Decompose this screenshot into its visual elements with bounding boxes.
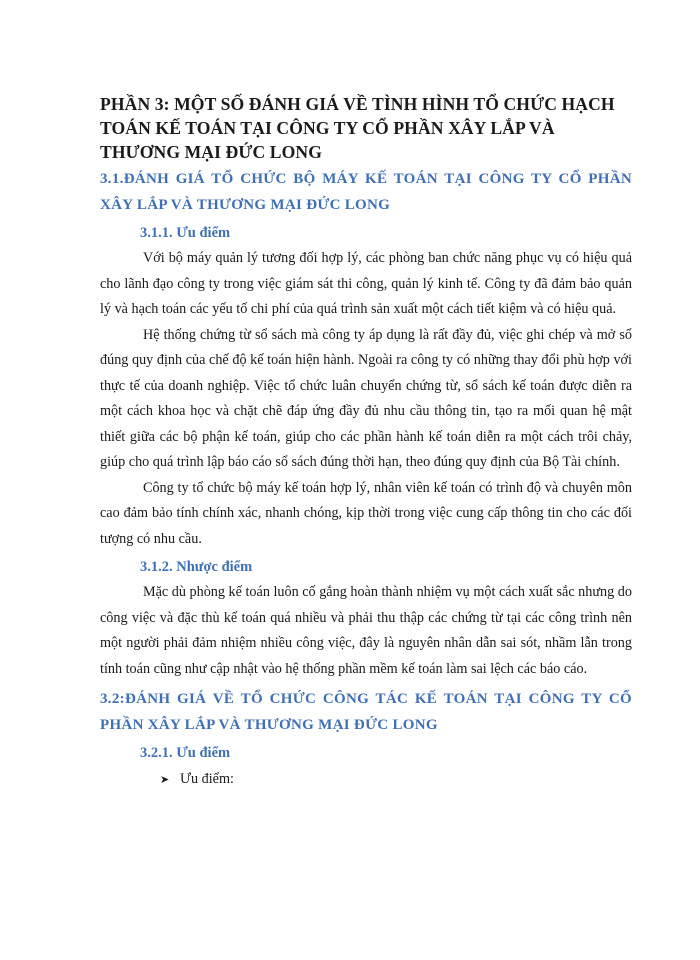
paragraph-3-1-1-b: Hệ thống chứng từ sổ sách mà công ty áp dụng là rất đầy đủ, việc ghi chép và mở sổ đúng quy định của chế độ kế toán hiện hành. Ngoài ra công ty có những thay đổi phù hợp với thực tế của doanh nghiệp. Việc tổ chức luân chuyển chứng từ, sổ sách kế toán được diễn ra một cách khoa học và chặt chẽ đáp ứng đầy đủ nhu cầu thông tin, tạo ra mối quan hệ mật thiết giữa các bộ phận kế toán, giúp cho các phần hành kế toán diễn ra một cách trôi chảy, giúp cho quá trình lập báo cáo sổ sách đúng thời hạn, theo đúng quy định của Bộ Tài chính. <box>100 326 632 470</box>
subsection-3-2-1-title: 3.2.1. Ưu điểm <box>140 745 231 761</box>
paragraph-3-1-1-a: Với bộ máy quản lý tương đối hợp lý, các phòng ban chức năng phục vụ có hiệu quả cho lãnh đạo công ty trong việc giám sát thi công, quản lý kinh tế. Công ty đã đảm bảo quản lý và hạch toán các yếu tố chi phí của quá trình sản xuất một cách tiết kiệm và có hiệu quả. <box>100 250 632 317</box>
document-page <box>100 92 632 793</box>
bullet-item-text: Ưu điểm: <box>180 771 234 787</box>
paragraph-3-1-1-c: Công ty tổ chức bộ máy kế toán hợp lý, nhân viên kế toán có trình độ và chuyên môn cao đảm bảo tính chính xác, nhanh chóng, kịp thời trong việc cung cấp thông tin cho các đối tượng có nhu cầu. <box>100 479 632 547</box>
section-3-1-title: 3.1.ĐÁNH GIÁ TỔ CHỨC BỘ MÁY KẾ TOÁN TẠI CÔNG TY CỔ PHẦN XÂY LẮP VÀ THƯƠNG MẠI ĐỨC LONG <box>100 171 632 213</box>
subsection-3-1-2-title: 3.1.2. Nhược điểm <box>140 559 253 575</box>
section-3-2-title: 3.2:ĐÁNH GIÁ VỀ TỔ CHỨC CÔNG TÁC KẾ TOÁN TẠI CÔNG TY CỔ PHẦN XÂY LẮP VÀ THƯƠNG MẠI ĐỨC LONG <box>100 691 632 733</box>
subsection-3-1-1-title: 3.1.1. Ưu điểm <box>140 225 231 241</box>
paragraph-3-1-2-a: Mặc dù phòng kế toán luôn cố gắng hoàn thành nhiệm vụ một cách xuất sắc nhưng do công việc và đặc thù kế toán quá nhiều và phải thu thập các chứng từ tại các công trình nên một người phải đảm nhiệm nhiều công việc, đây là nguyên nhân dẫn sai sót, nhầm lẫn trong tính toán cũng như cập nhật vào hệ thống phần mềm kế toán làm sai lệch các báo cáo. <box>100 584 632 677</box>
bullet-item <box>100 766 632 793</box>
part-title: PHẦN 3: MỘT SỐ ĐÁNH GIÁ VỀ TÌNH HÌNH TỔ CHỨC HẠCH TOÁN KẾ TOÁN TẠI CÔNG TY CỔ PHẦN XÂY LẮP VÀ THƯƠNG MẠI ĐỨC LONG <box>100 94 615 162</box>
arrow-bullet-icon: ➤ <box>160 773 170 786</box>
